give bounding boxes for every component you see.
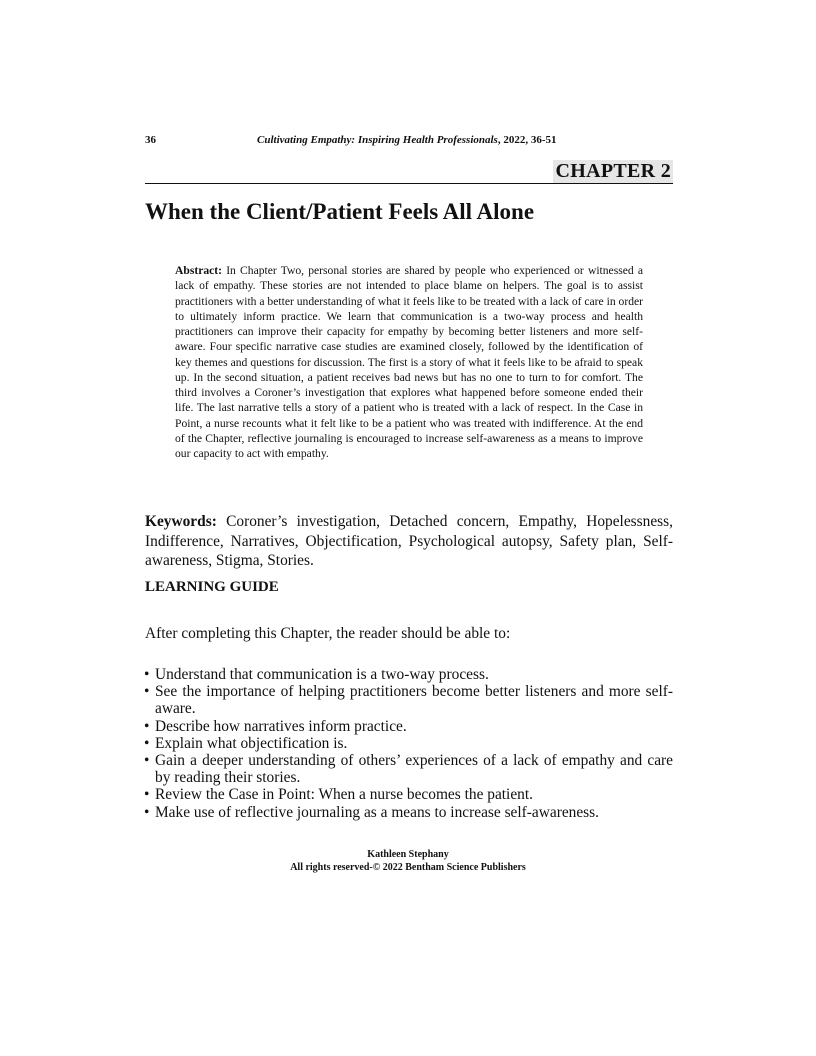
list-item (145, 718, 673, 735)
learning-guide-intro: After completing this Chapter, the reader should be able to: (145, 625, 511, 642)
page-number: 36 (145, 134, 156, 146)
list-item-text: Understand that communication is a two-way process. (155, 666, 489, 683)
bullet-icon: • (144, 666, 150, 683)
chapter-divider (145, 183, 673, 184)
bullet-icon: • (144, 717, 150, 735)
list-item-text: Make use of reflective journaling as a means to increase self-awareness. (155, 803, 599, 821)
source-citation (257, 133, 557, 147)
keywords-label: Keywords: (145, 513, 217, 530)
book-title: Cultivating Empathy: Inspiring Health Professionals (257, 134, 498, 146)
list-item (145, 735, 673, 752)
abstract-label: Abstract: (175, 264, 223, 277)
list-item-text: Review the Case in Point: When a nurse becomes the patient. (155, 786, 533, 804)
chapter-label: CHAPTER 2 (553, 160, 673, 183)
list-item (145, 804, 673, 821)
learning-objectives-list (145, 666, 673, 821)
bullet-icon: • (144, 803, 150, 821)
abstract-text: In Chapter Two, personal stories are shared by people who experienced or witnessed a lack of empathy. These stories are not intended to place blame on helpers. The goal is to assist practitioners with a better understanding of what it feels like to be treated with a lack of care in order to ultimately inform practice. We learn that communication is a two-way process and health practitioners can improve their capacity for empathy by becoming better listeners and more self-aware. Four specific narrative case studies are examined closely, followed by the identification of key themes and questions for discussion. The first is a story of what it feels like to be afraid to speak up. In the second situation, a patient receives bad news but has no one to turn to for comfort. The third involves a Coroner’s investigation that explores what happened before someone ended their life. The last narrative tells a story of a patient who is treated with a lack of respect. In the Case in Point, a nurse recounts what it felt like to be a patient who was treated with indifference. At the end of the Chapter, reflective journaling is encouraged to increase self-awareness as a means to improve our capacity to act with empathy. (175, 264, 643, 460)
list-item-text: Gain a deeper understanding of others’ experiences of a lack of empathy and care by reading their stories. (155, 752, 673, 787)
list-item-text: See the importance of helping practitioners become better listeners and more self-aware. (155, 683, 673, 718)
author-name: Kathleen Stephany (367, 849, 449, 860)
keywords (145, 512, 673, 571)
learning-guide-heading: LEARNING GUIDE (145, 579, 279, 595)
chapter-title: When the Client/Patient Feels All Alone (145, 199, 535, 224)
abstract (175, 263, 643, 461)
keywords-text: Coroner’s investigation, Detached concern, Empathy, Hopelessness, Indifference, Narratives, Objectification, Psychological autopsy, Safety plan, Self-awareness, Stigma, Stories. (145, 513, 673, 569)
list-item-text: Explain what objectification is. (155, 734, 348, 752)
bullet-icon: • (144, 752, 150, 770)
bullet-icon: • (144, 734, 150, 752)
list-item (145, 786, 673, 803)
list-item (145, 683, 673, 717)
list-item (145, 666, 673, 683)
list-item-text: Describe how narratives inform practice. (155, 717, 407, 735)
year-pages: , 2022, 36-51 (497, 134, 557, 146)
bullet-icon: • (144, 786, 150, 804)
list-item (145, 752, 673, 786)
bullet-icon: • (144, 683, 150, 701)
page-footer (0, 848, 816, 874)
copyright-notice: All rights reserved-© 2022 Bentham Science Publishers (290, 862, 526, 873)
